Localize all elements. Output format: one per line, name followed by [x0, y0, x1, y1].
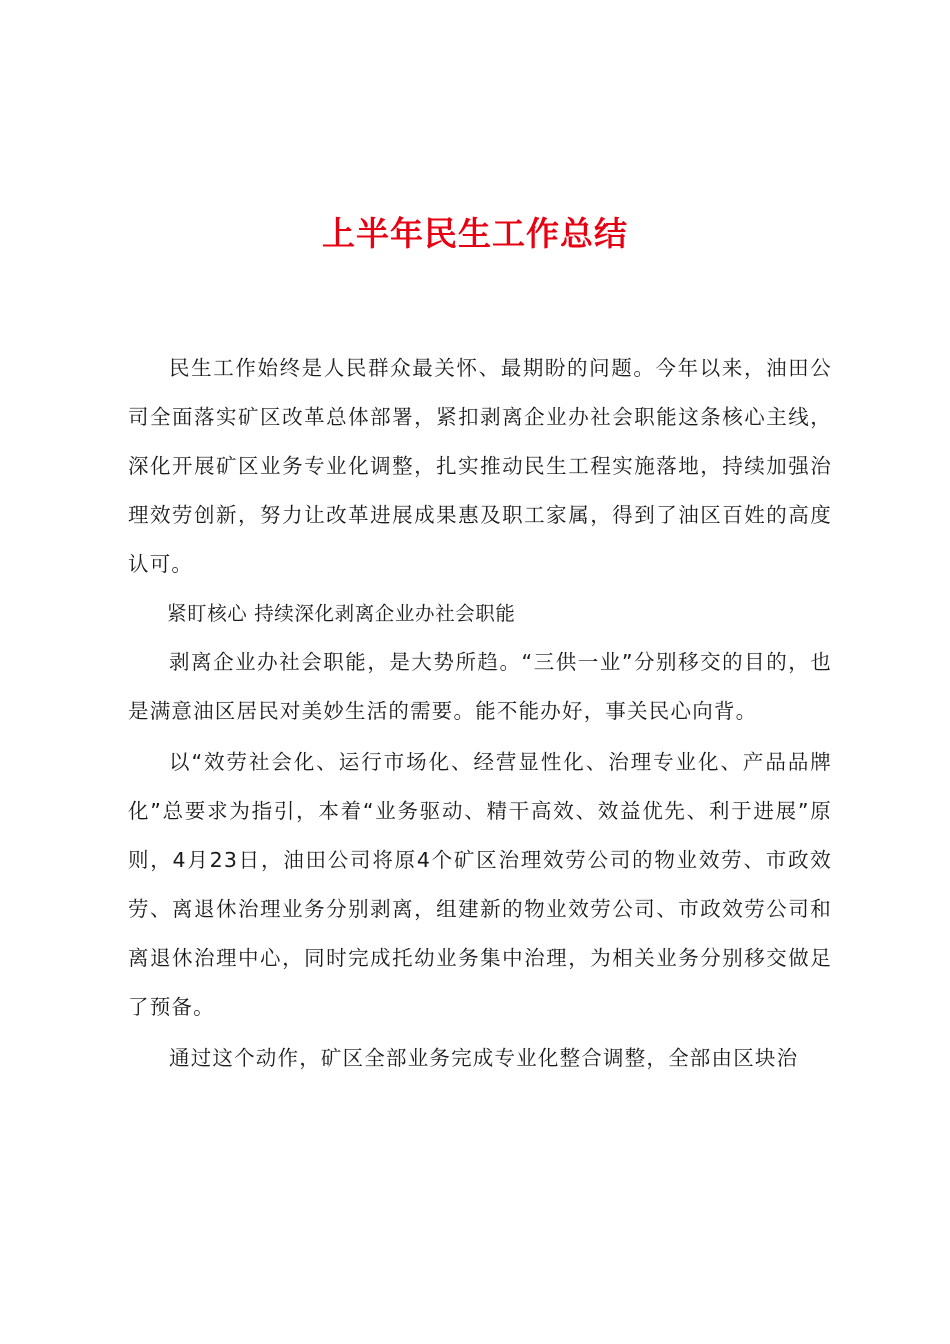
- paragraph-divestiture: 剥离企业办社会职能，是大势所趋。“三供一业”分别移交的目的，也是满意油区居民对美妙生活的需要。能不能办好，事关民心向背。: [128, 650, 832, 723]
- section-heading: 紧盯核心 持续深化剥离企业办社会职能: [167, 602, 516, 625]
- document-body: [128, 344, 832, 1083]
- paragraph-reorganization: 以“效劳社会化、运行市场化、经营显性化、治理专业化、产品品牌化”总要求为指引，本着“业务驱动、精干高效、效益优先、利于进展”原则，4月23日，油田公司将原4个矿区治理效劳公司的物业效劳、市政效劳、离退休治理业务分别剥离，组建新的物业效劳公司、市政效劳公司和离退休治理中心，同时完成托幼业务集中治理，为相关业务分别移交做足了预备。: [128, 750, 832, 1019]
- paragraph-result: 通过这个动作，矿区全部业务完成专业化整合调整，全部由区块治: [169, 1046, 799, 1070]
- document-title: 上半年民生工作总结: [322, 214, 628, 253]
- paragraph-intro: 民生工作始终是人民群众最关怀、最期盼的问题。今年以来，油田公司全面落实矿区改革总体部署，紧扣剥离企业办社会职能这条核心主线，深化开展矿区业务专业化调整，扎实推动民生工程实施落地，持续加强治理效劳创新，努力让改革进展成果惠及职工家属，得到了油区百姓的高度认可。: [128, 356, 832, 576]
